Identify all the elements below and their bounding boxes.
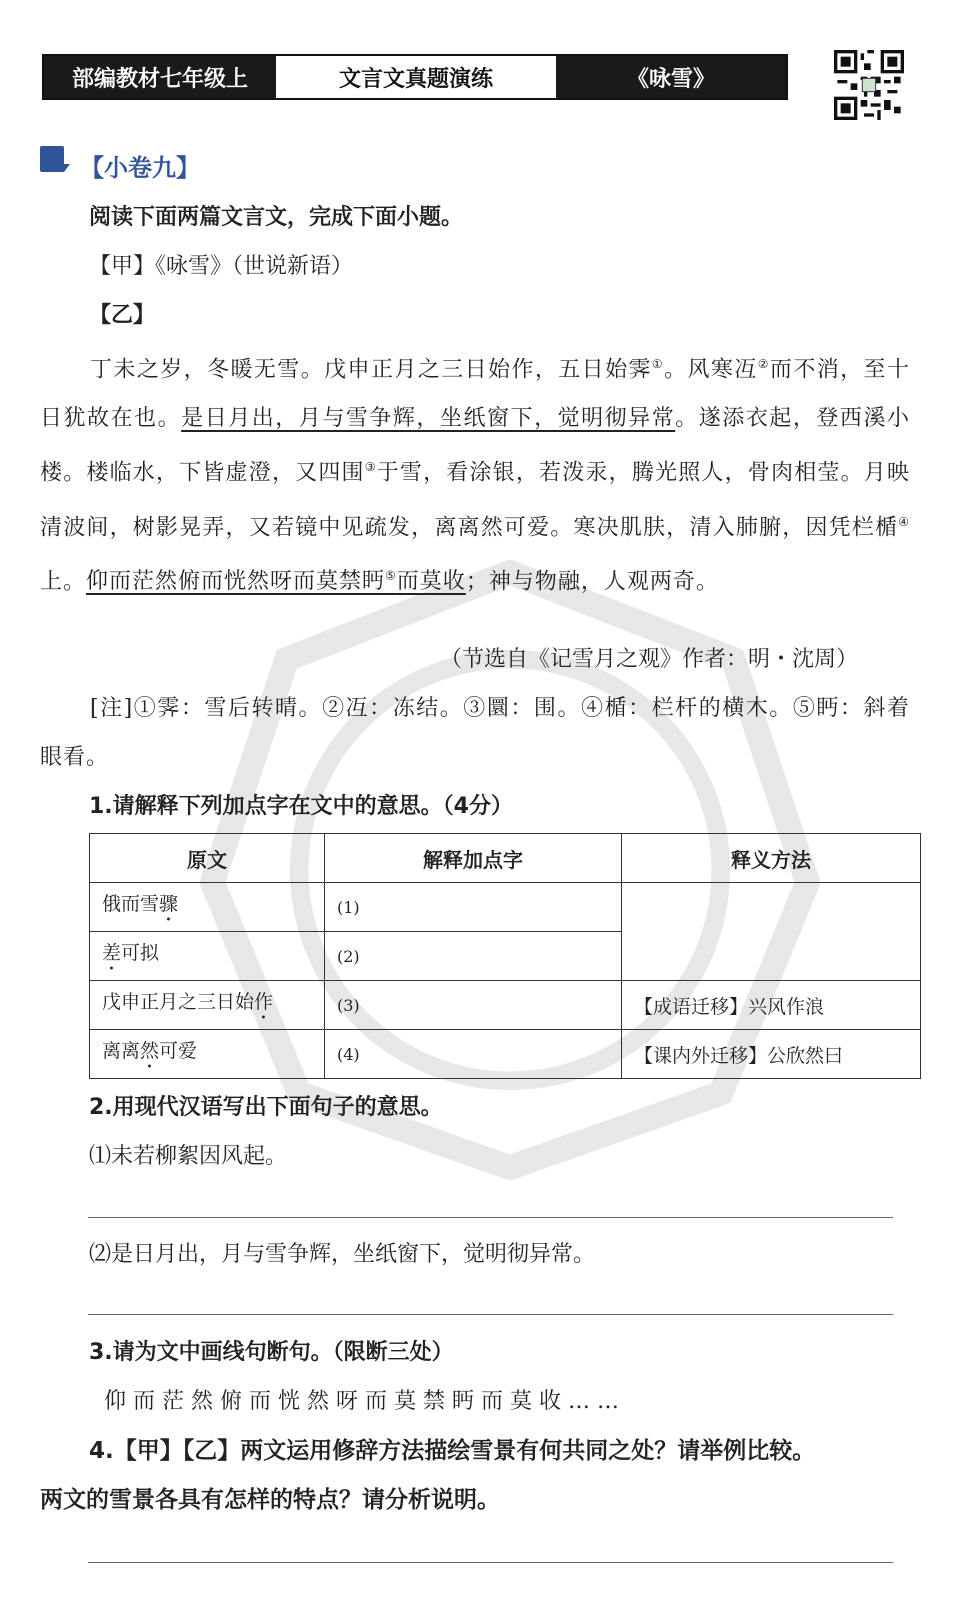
section-tag: 【小卷九】 xyxy=(80,154,200,182)
q2-sentence-1: ⑴未若柳絮因风起。 xyxy=(89,1144,288,1169)
col-header-explain: 解释加点字 xyxy=(325,834,622,883)
table-row xyxy=(90,883,921,932)
intro-text: 阅读下面两篇文言文，完成下面小题。 xyxy=(89,205,464,230)
table-row xyxy=(90,1030,921,1079)
bookmark-icon xyxy=(40,146,70,172)
header-title: 文言文真题演练 xyxy=(276,56,556,98)
text-b-label: 【乙】 xyxy=(89,303,156,328)
q2-title: 2.用现代汉语写出下面句子的意思。 xyxy=(89,1095,443,1120)
answer-line-3[interactable] xyxy=(88,1562,893,1563)
col-header-method: 释义方法 xyxy=(622,834,921,883)
header-grade: 部编教材七年级上 xyxy=(44,56,276,98)
table-row xyxy=(90,981,921,1030)
q1-title: 1.请解释下列加点字在文中的意思。（4分） xyxy=(89,794,513,819)
underlined-sentence-2: 仰而茫然俯而恍然呀而莫禁眄⑤而莫收 xyxy=(86,568,466,595)
q4-title-2: 两文的雪景各具有怎样的特点？请分析说明。 xyxy=(40,1487,500,1513)
table-header-row xyxy=(90,834,921,883)
header-lesson: 《咏雪》 xyxy=(556,56,786,98)
row-original: 离离然可爱 xyxy=(90,1030,325,1079)
method-cell-1 xyxy=(622,883,921,981)
text-a-title: 【甲】《咏雪》（世说新语） xyxy=(89,254,354,279)
notes: [注]①霁：雪后转晴。②冱：冻结。③圜：围。④楯：栏杆的横木。⑤眄：斜着眼看。 xyxy=(40,696,910,770)
row-original: 俄而雪骤 xyxy=(90,883,325,932)
answer-cell-3[interactable]: (3) xyxy=(325,981,622,1030)
method-cell-3: 【成语迁移】兴风作浪 xyxy=(622,981,921,1030)
q3-title: 3.请为文中画线句断句。（限断三处） xyxy=(89,1340,454,1365)
row-original: 戊申正月之三日始作 xyxy=(90,981,325,1030)
passage-b: 丁未之岁，冬暖无雪。戊申正月之三日始作，五日始霁①。风寒冱②而不消，至十日犹故在也。是日月出，月与雪争辉，坐纸窗下，觉明彻异常。遂添衣起，登西溪小楼。楼临水，下皆虚澄，又四围③于雪，看涂银，若泼汞，腾光照人，骨肉相莹。月映清波间，树影晃弄，又若镜中见疏发，离离然可爱。寒决肌肤，清入肺腑，因凭栏楯④上。仰而茫然俯而恍然呀而莫禁眄⑤而莫收；神与物融，人观两奇。 xyxy=(40,357,910,595)
q1-table xyxy=(89,833,921,1079)
answer-cell-2[interactable]: (2) xyxy=(325,932,622,981)
answer-cell-4[interactable]: (4) xyxy=(325,1030,622,1079)
q2-sentence-2: ⑵是日月出，月与雪争辉，坐纸窗下，觉明彻异常。 xyxy=(89,1242,596,1267)
col-header-original: 原文 xyxy=(90,834,325,883)
method-cell-4: 【课内外迁移】公欣然曰 xyxy=(622,1030,921,1079)
answer-line-1[interactable] xyxy=(88,1217,893,1218)
source-citation: （节选自《记雪月之观》作者：明・沈周） xyxy=(440,647,859,672)
underlined-sentence-1: 是日月出，月与雪争辉，坐纸窗下，觉明彻异常 xyxy=(181,406,676,432)
answer-line-2[interactable] xyxy=(88,1314,893,1315)
row-original: 差可拟 xyxy=(90,932,325,981)
answer-cell-1[interactable]: (1) xyxy=(325,883,622,932)
qr-code-icon[interactable] xyxy=(834,50,904,120)
header-bar xyxy=(42,54,788,100)
q4-title: 4.【甲】【乙】两文运用修辞方法描绘雪景有何共同之处？请举例比较。 xyxy=(89,1438,816,1464)
q3-sentence: 仰而茫然俯而恍然呀而莫禁眄而莫收…… xyxy=(104,1389,627,1414)
